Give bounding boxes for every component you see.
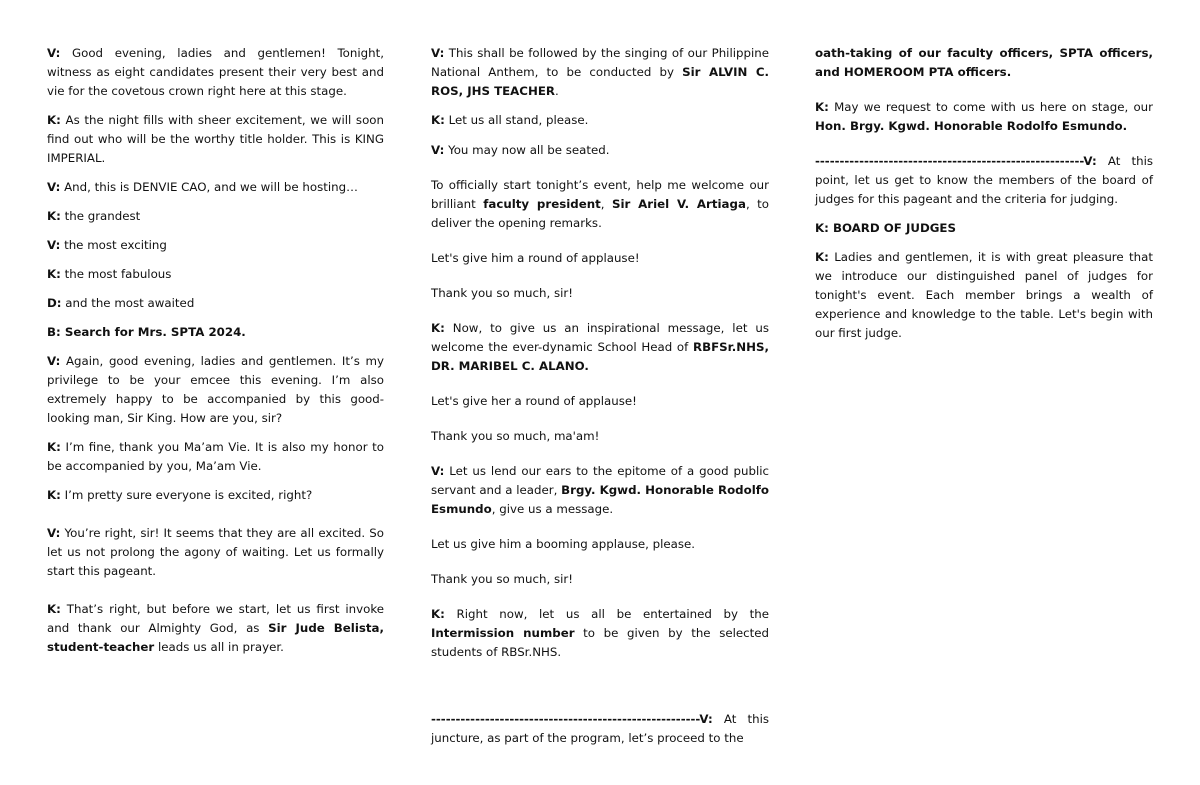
script-line: V: Let us lend our ears to the epitome of a good public servant and a leader, Brgy. Kgwd. Honorable Rodolfo Esmundo, give us a message. — [431, 464, 769, 516]
script-line: K: May we request to come with us here on stage, our Hon. Brgy. Kgwd. Honorable Rodolfo Esmundo. — [815, 100, 1153, 133]
script-line: -------------------------------------------------------V: At this point, let us get to know the members of the board of judges for this pageant and the criteria for judging. — [815, 154, 1153, 206]
column-right — [815, 44, 1153, 353]
script-line: Let us give him a booming applause, please. — [431, 537, 696, 551]
script-line: To officially start tonight’s event, help me welcome our brilliant faculty president, Sir Ariel V. Artiaga, to deliver the opening remarks. — [431, 178, 769, 230]
script-line: Thank you so much, ma'am! — [431, 429, 600, 443]
script-line: K: Right now, let us all be entertained by the Intermission number to be given by the selected students of RBSr.NHS. — [431, 607, 769, 659]
script-line: K: the most fabulous — [47, 267, 172, 281]
script-line: Let's give him a round of applause! — [431, 251, 640, 265]
script-line: V: the most exciting — [47, 238, 167, 252]
script-line: K: I’m fine, thank you Ma’am Vie. It is also my honor to be accompanied by you, Ma’am Vie. — [47, 440, 384, 473]
script-line: -------------------------------------------------------V: At this juncture, as part of the program, let’s proceed to the — [431, 712, 769, 745]
script-line: V: This shall be followed by the singing of our Philippine National Anthem, to be conducted by Sir ALVIN C. ROS, JHS TEACHER. — [431, 46, 769, 98]
script-line: K: the grandest — [47, 209, 141, 223]
script-line: Thank you so much, sir! — [431, 286, 573, 300]
script-line: D: and the most awaited — [47, 296, 195, 310]
script-line: K: Now, to give us an inspirational message, let us welcome the ever-dynamic School Head of RBFSr.NHS, DR. MARIBEL C. ALANO. — [431, 321, 769, 373]
script-line: K: BOARD OF JUDGES — [815, 221, 956, 235]
column-left — [47, 44, 384, 667]
column-middle — [431, 44, 769, 758]
script-line: K: Ladies and gentlemen, it is with great pleasure that we introduce our distinguished panel of judges for tonight's event. Each member brings a wealth of experience and knowledge to the table. Let's begin with our first judge. — [815, 250, 1153, 340]
script-line: V: Again, good evening, ladies and gentlemen. It’s my privilege to be your emcee this evening. I’m also extremely happy to be accompanied by this good-looking man, Sir King. How are you, sir? — [47, 354, 384, 425]
script-line: Let's give her a round of applause! — [431, 394, 637, 408]
script-line: V: You may now all be seated. — [431, 143, 610, 157]
script-line: K: Let us all stand, please. — [431, 113, 589, 127]
divider-dashes: -------------------------------------------------------V: — [815, 154, 1097, 168]
script-line: V: And, this is DENVIE CAO, and we will be hosting… — [47, 180, 358, 194]
script-line: K: I’m pretty sure everyone is excited, right? — [47, 488, 313, 502]
script-line: V: Good evening, ladies and gentlemen! Tonight, witness as eight candidates present their very best and vie for the covetous crown right here at this stage. — [47, 46, 384, 98]
script-line: K: As the night fills with sheer excitement, we will soon find out who will be the worthy title holder. This is KING IMPERIAL. — [47, 113, 384, 165]
script-line: B: Search for Mrs. SPTA 2024. — [47, 325, 246, 339]
divider-dashes: -------------------------------------------------------V: — [431, 712, 713, 726]
script-line: oath-taking of our faculty officers, SPTA officers, and HOMEROOM PTA officers. — [815, 46, 1153, 79]
script-line: K: That’s right, but before we start, let us first invoke and thank our Almighty God, as Sir Jude Belista, student-teacher leads us all in prayer. — [47, 602, 384, 654]
script-line: Thank you so much, sir! — [431, 572, 573, 586]
script-line: V: You’re right, sir! It seems that they are all excited. So let us not prolong the agony of waiting. Let us formally start this pageant. — [47, 526, 384, 578]
